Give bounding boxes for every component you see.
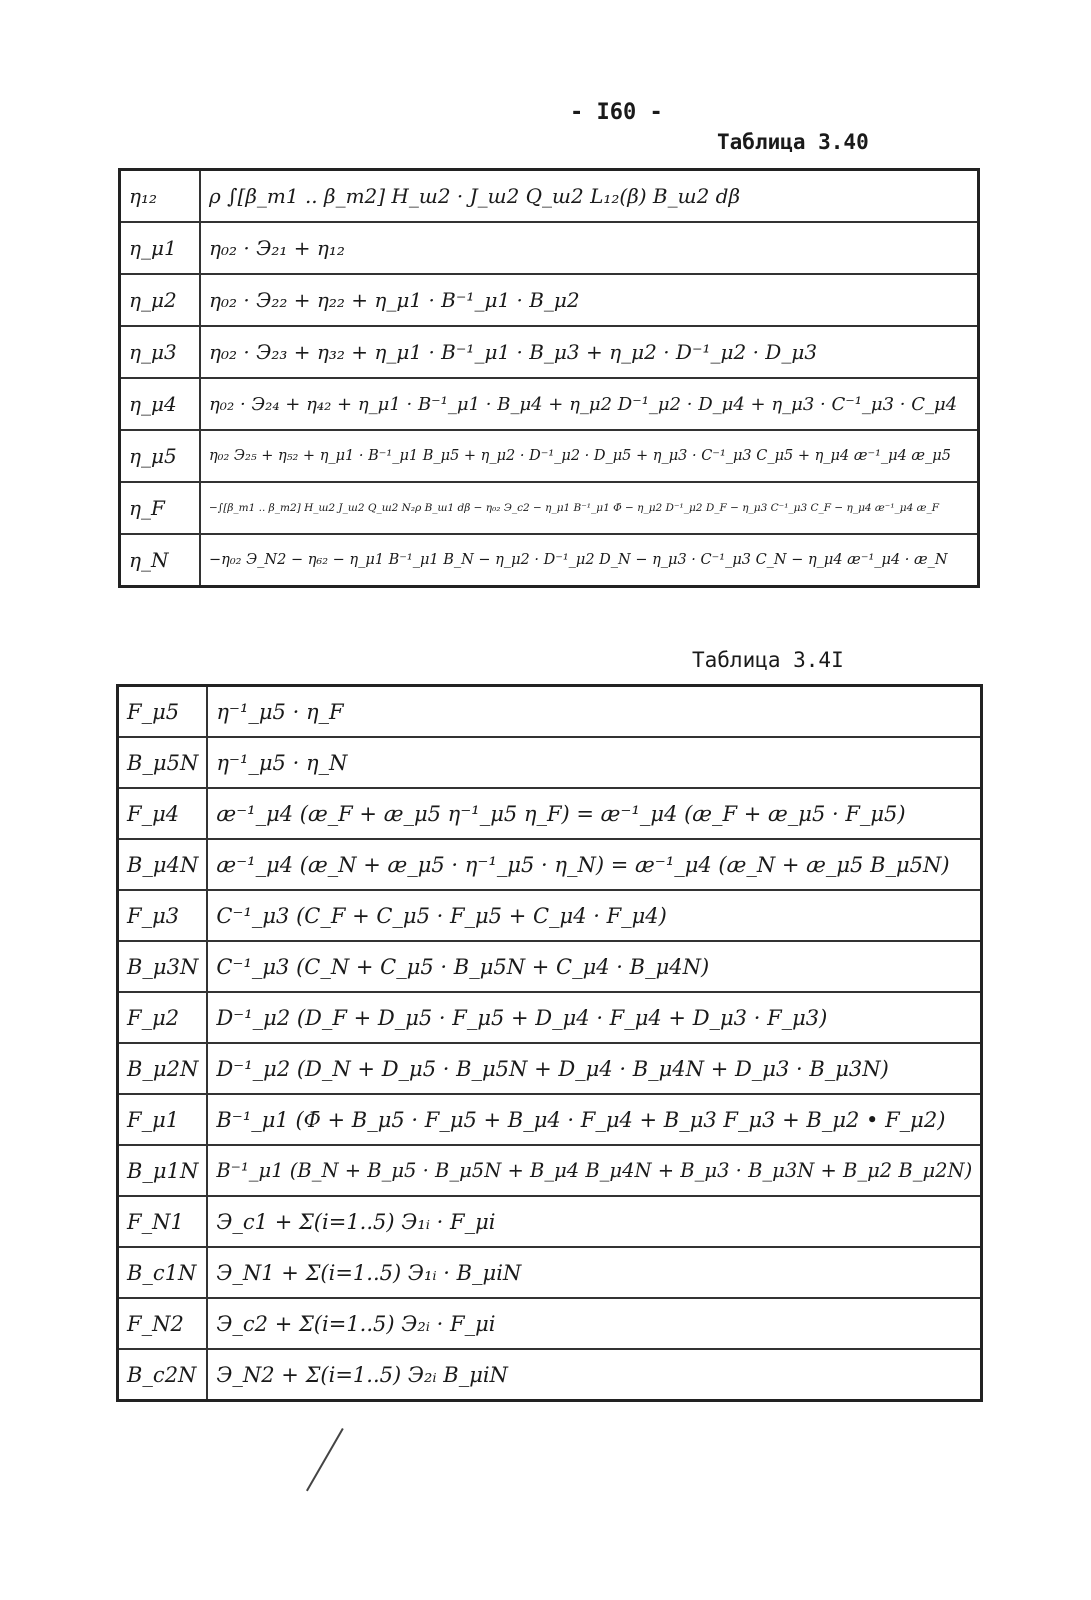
row-expression: η⁻¹_μ5 · η_N: [207, 737, 981, 788]
row-expression: −η₀₂ Э_N2 − η₆₂ − η_μ1 B⁻¹_μ1 B_N − η_μ2 · D⁻¹_μ2 D_N − η_μ3 · C⁻¹_μ3 C_N − η_μ4 æ⁻¹_μ4 · æ_N: [200, 534, 979, 587]
row-expression: C⁻¹_μ3 (C_N + C_μ5 · B_μ5N + C_μ4 · B_μ4N): [207, 941, 981, 992]
row-symbol: F_μ3: [118, 890, 208, 941]
table-row: [118, 788, 982, 839]
table-row: [118, 1349, 982, 1401]
row-symbol: η_μ3: [120, 326, 201, 378]
row-expression: D⁻¹_μ2 (D_N + D_μ5 · B_μ5N + D_μ4 · B_μ4N + D_μ3 · B_μ3N): [207, 1043, 981, 1094]
row-symbol: F_N2: [118, 1298, 208, 1349]
row-expression: B⁻¹_μ1 (Φ̄ + B_μ5 · F_μ5 + B_μ4 · F_μ4 + B_μ3 F_μ3 + B_μ2 • F_μ2): [207, 1094, 981, 1145]
table-row: [118, 1094, 982, 1145]
row-expression: C⁻¹_μ3 (C_F + C_μ5 · F_μ5 + C_μ4 · F_μ4): [207, 890, 981, 941]
table-row: [120, 170, 979, 223]
row-expression: Э_c2 + Σ(i=1..5) Э₂ᵢ · F_μi: [207, 1298, 981, 1349]
row-symbol: η_μ2: [120, 274, 201, 326]
page-number: - I60 -: [570, 100, 663, 125]
table-row: [118, 1043, 982, 1094]
row-expression: −∫[β_m1 .. β_m2] H_ш2 J_ш2 Q_ш2 N₂ρ B_ш1 dβ − η₀₂ Э_c2 − η_μ1 B⁻¹_μ1 Φ̄ − η_μ2 D⁻¹_μ2 D_F − η_μ3 C⁻¹_μ3 C_F − η_μ4 æ⁻¹_μ4 æ_F: [200, 482, 979, 534]
table-row: [118, 839, 982, 890]
table-row: [120, 274, 979, 326]
table-row: [118, 1196, 982, 1247]
table-row: [118, 992, 982, 1043]
row-symbol: B_μ3N: [118, 941, 208, 992]
row-expression: η⁻¹_μ5 · η_F: [207, 686, 981, 738]
row-symbol: F_μ4: [118, 788, 208, 839]
row-symbol: η₁₂: [120, 170, 201, 223]
row-symbol: B_μ1N: [118, 1145, 208, 1196]
row-symbol: B_c2N: [118, 1349, 208, 1401]
row-expression: æ⁻¹_μ4 (æ_F + æ_μ5 η⁻¹_μ5 η_F) = æ⁻¹_μ4 (æ_F + æ_μ5 · F_μ5): [207, 788, 981, 839]
table-row: [118, 1145, 982, 1196]
row-expression: D⁻¹_μ2 (D_F + D_μ5 · F_μ5 + D_μ4 · F_μ4 + D_μ3 · F_μ3): [207, 992, 981, 1043]
table-3-40-caption: Таблица 3.40: [717, 130, 869, 154]
row-expression: η₀₂ · Э₂₃ + η₃₂ + η_μ1 · B⁻¹_μ1 · B_μ3 + η_μ2 · D⁻¹_μ2 · D_μ3: [200, 326, 979, 378]
table-row: [118, 890, 982, 941]
row-symbol: F_μ5: [118, 686, 208, 738]
row-symbol: B_c1N: [118, 1247, 208, 1298]
row-symbol: F_μ1: [118, 1094, 208, 1145]
row-symbol: η_μ5: [120, 430, 201, 482]
row-symbol: F_N1: [118, 1196, 208, 1247]
row-expression: Э_N2 + Σ(i=1..5) Э₂ᵢ B_μiN: [207, 1349, 981, 1401]
table-row: [120, 326, 979, 378]
table-3-41-caption: Таблица 3.4I: [692, 648, 844, 672]
row-symbol: η_μ1: [120, 222, 201, 274]
table-row: [120, 534, 979, 587]
row-expression: η₀₂ · Э₂₄ + η₄₂ + η_μ1 · B⁻¹_μ1 · B_μ4 + η_μ2 D⁻¹_μ2 · D_μ4 + η_μ3 · C⁻¹_μ3 · C_μ4: [200, 378, 979, 430]
row-symbol: η_N: [120, 534, 201, 587]
row-symbol: B_μ5N: [118, 737, 208, 788]
table-row: [118, 1247, 982, 1298]
table-3-41: [116, 684, 983, 1402]
row-symbol: F_μ2: [118, 992, 208, 1043]
pen-stroke-mark: [306, 1428, 344, 1491]
row-expression: Э_N1 + Σ(i=1..5) Э₁ᵢ · B_μiN: [207, 1247, 981, 1298]
row-symbol: η_F: [120, 482, 201, 534]
table-row: [118, 737, 982, 788]
table-row: [120, 482, 979, 534]
table-row: [120, 378, 979, 430]
table-row: [118, 1298, 982, 1349]
row-expression: η₀₂ · Э₂₂ + η₂₂ + η_μ1 · B⁻¹_μ1 · B_μ2: [200, 274, 979, 326]
table-3-40: [118, 168, 980, 588]
row-expression: η₀₂ Э₂₅ + η₅₂ + η_μ1 · B⁻¹_μ1 B_μ5 + η_μ2 · D⁻¹_μ2 · D_μ5 + η_μ3 · C⁻¹_μ3 C_μ5 + η_μ4 æ⁻¹_μ4 æ_μ5: [200, 430, 979, 482]
row-symbol: η_μ4: [120, 378, 201, 430]
row-expression: ρ ∫[β_m1 .. β_m2] H_ш2 · J_ш2 Q_ш2 L₁₂(β) B_ш2 dβ: [200, 170, 979, 223]
table-row: [120, 430, 979, 482]
table-row: [118, 686, 982, 738]
row-expression: η₀₂ · Э₂₁ + η₁₂: [200, 222, 979, 274]
row-expression: B⁻¹_μ1 (B_N + B_μ5 · B_μ5N + B_μ4 B_μ4N + B_μ3 · B_μ3N + B_μ2 B_μ2N): [207, 1145, 981, 1196]
row-expression: Э_c1 + Σ(i=1..5) Э₁ᵢ · F_μi: [207, 1196, 981, 1247]
row-symbol: B_μ2N: [118, 1043, 208, 1094]
row-symbol: B_μ4N: [118, 839, 208, 890]
row-expression: æ⁻¹_μ4 (æ_N + æ_μ5 · η⁻¹_μ5 · η_N) = æ⁻¹_μ4 (æ_N + æ_μ5 B_μ5N): [207, 839, 981, 890]
table-row: [118, 941, 982, 992]
table-row: [120, 222, 979, 274]
